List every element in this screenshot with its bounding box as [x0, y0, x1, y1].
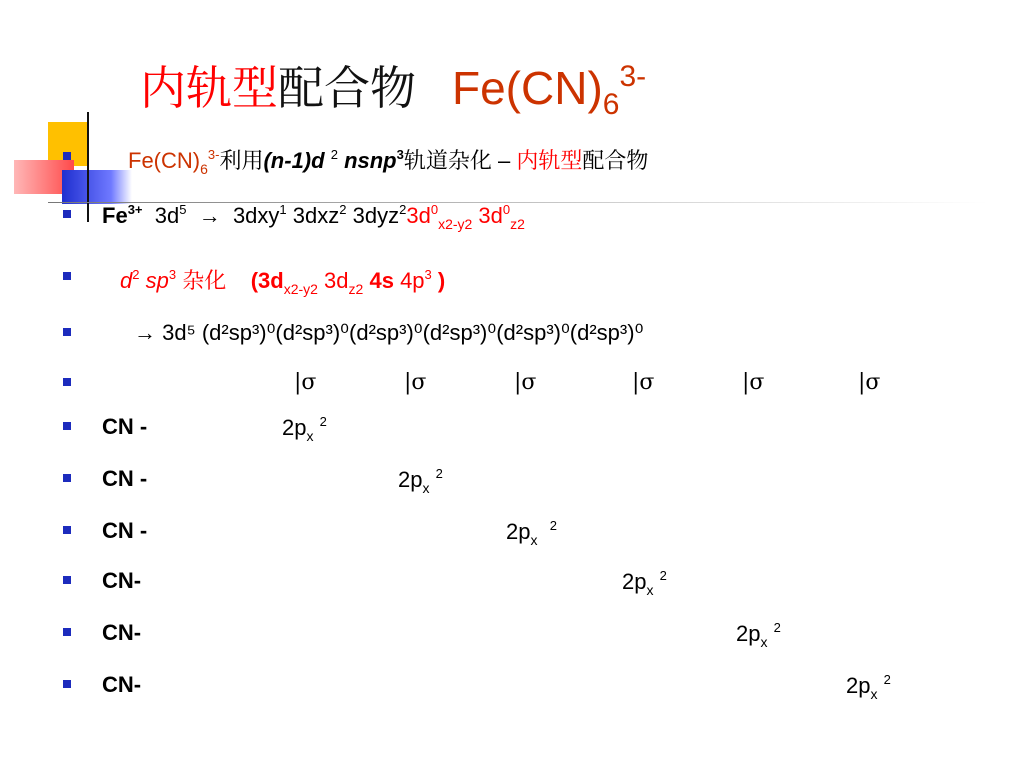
sigma-2: |σ: [404, 370, 427, 395]
line2-sup5: 5: [179, 202, 187, 217]
title-inner-orbital: 内轨型: [140, 61, 278, 115]
cn-orbital: [736, 620, 781, 650]
line1-inner: 内轨型: [516, 148, 583, 173]
line1-utilize: 利用: [219, 148, 264, 173]
title-formula-sub: 6: [602, 88, 620, 121]
cn-label: CN -: [102, 414, 148, 439]
line1-formula-sup: 3-: [207, 147, 220, 162]
line1-nsnp: nsnp: [344, 148, 397, 173]
cn-orbital-text: 2p: [398, 467, 423, 492]
line2-dxz: 3dxz: [292, 203, 340, 228]
line3-sup3: 3: [168, 267, 177, 282]
title-complex: 配合物: [278, 61, 416, 115]
cn-orbital-sup: 2: [435, 466, 443, 481]
line1-formula: Fe(CN): [128, 148, 201, 173]
cn-orbital-sub: x: [530, 532, 538, 548]
line2-d-z2-sup: 0: [502, 202, 511, 217]
cn-orbital-sub: x: [760, 634, 768, 650]
line1-formula-sub: 6: [200, 161, 208, 177]
sigma-5: |σ: [742, 370, 765, 395]
title-formula-sup: 3-: [619, 60, 647, 93]
line4-text: → 3d⁵ (d²sp³)⁰(d²sp³)⁰(d²sp³)⁰(d²sp³)⁰(d²sp³)⁰(d²sp³)⁰: [134, 320, 644, 345]
cn-label: CN-: [102, 620, 142, 645]
cn-orbital-sup: 2: [319, 414, 327, 429]
line3-hybrid: 杂化: [182, 268, 227, 293]
line1-text: [128, 144, 648, 177]
bullet-line-3: [0, 258, 1024, 298]
line1-hybrid: 轨道杂化 –: [403, 148, 511, 173]
line2-dxy-sup: 1: [279, 202, 287, 217]
bullet-icon: [63, 680, 71, 688]
line2-text: [102, 202, 525, 232]
cn-orbital-text: 2p: [846, 673, 871, 698]
cn-orbital-sup: 2: [659, 568, 667, 583]
line2-d-z2-sub: z2: [510, 216, 525, 232]
line2-d-x2y2-sub: x2-y2: [438, 216, 473, 232]
cn-line-4: [0, 562, 1024, 602]
bullet-icon: [63, 378, 71, 386]
cn-line-2: [0, 460, 1024, 500]
line3-4s: 4s: [369, 268, 394, 293]
cn-orbital-sup: 2: [883, 672, 891, 687]
sigma-3: |σ: [514, 370, 537, 395]
bullet-icon: [63, 628, 71, 636]
line3-open: (3d: [250, 268, 284, 293]
title-formula-base: Fe(CN): [452, 62, 603, 114]
bullet-icon: [63, 210, 71, 218]
sigma-4: |σ: [632, 370, 655, 395]
line2-dxz-sup: 2: [339, 202, 347, 217]
sigma-6: |σ: [858, 370, 881, 395]
bullet-icon: [63, 422, 71, 430]
cn-orbital-sub: x: [870, 686, 878, 702]
bullet-icon: [63, 526, 71, 534]
bullet-line-4: [0, 314, 1024, 354]
cn-orbital-sup: 2: [549, 518, 557, 533]
line2-dxy: 3dxy: [232, 203, 280, 228]
line2-d-x2y2: 3d: [406, 203, 431, 228]
cn-orbital: [846, 672, 891, 702]
line2-fe-charge: 3+: [127, 202, 143, 217]
line3-text: [120, 264, 445, 297]
cn-label: CN -: [102, 518, 148, 543]
line2-3d: 3d: [154, 203, 180, 228]
cn-orbital-sup: 2: [773, 620, 781, 635]
cn-line-5: [0, 614, 1024, 654]
cn-orbital-sub: x: [422, 480, 430, 496]
cn-label: CN-: [102, 672, 142, 697]
cn-orbital: [506, 518, 557, 548]
bullet-icon: [63, 152, 71, 160]
cn-orbital-text: 2p: [736, 621, 761, 646]
bullet-line-1: [0, 138, 1024, 178]
cn-label: CN-: [102, 568, 142, 593]
cn-line-1: [0, 408, 1024, 448]
cn-line-3: [0, 512, 1024, 552]
line2-d-x2y2-sup: 0: [430, 202, 439, 217]
line1-sup3: 3: [396, 147, 404, 162]
line3-d: d: [120, 268, 133, 293]
cn-orbital-text: 2p: [506, 519, 531, 544]
line2-dyz: 3dyz: [352, 203, 400, 228]
bullet-icon: [63, 576, 71, 584]
bullet-line-5: [0, 364, 1024, 404]
arrow-icon: →: [198, 203, 221, 228]
cn-line-6: [0, 666, 1024, 706]
line1-complex: 配合物: [582, 148, 649, 173]
line1-sup2: 2: [330, 147, 338, 162]
line3-sub1: x2-y2: [283, 281, 318, 297]
line3-close: ): [437, 268, 446, 293]
cn-orbital-sub: x: [306, 428, 314, 444]
line2-dyz-sup: 2: [399, 202, 407, 217]
bullet-icon: [63, 328, 71, 336]
line2-d-z2: 3d: [478, 203, 503, 228]
cn-orbital-text: 2p: [282, 415, 307, 440]
cn-orbital: [622, 568, 667, 598]
bullet-icon: [63, 272, 71, 280]
cn-label: CN -: [102, 466, 148, 491]
cn-orbital: [398, 466, 443, 496]
bullet-icon: [63, 474, 71, 482]
cn-orbital-sub: x: [646, 582, 654, 598]
line3-sub2: z2: [348, 281, 364, 297]
line3-sup2: 2: [132, 267, 140, 282]
title-formula: [452, 60, 647, 121]
slide-title: [140, 52, 646, 122]
sigma-1: |σ: [294, 370, 317, 395]
line3-d2: 3d: [324, 268, 349, 293]
line1-n1d: (n-1)d: [263, 148, 325, 173]
cn-orbital: [282, 414, 327, 444]
line3-4p: 4p: [400, 268, 425, 293]
cn-orbital-text: 2p: [622, 569, 647, 594]
bullet-line-2: [0, 196, 1024, 236]
line3-sup3b: 3: [424, 267, 432, 282]
line2-fe: Fe: [102, 203, 128, 228]
line3-sp: sp: [145, 268, 169, 293]
